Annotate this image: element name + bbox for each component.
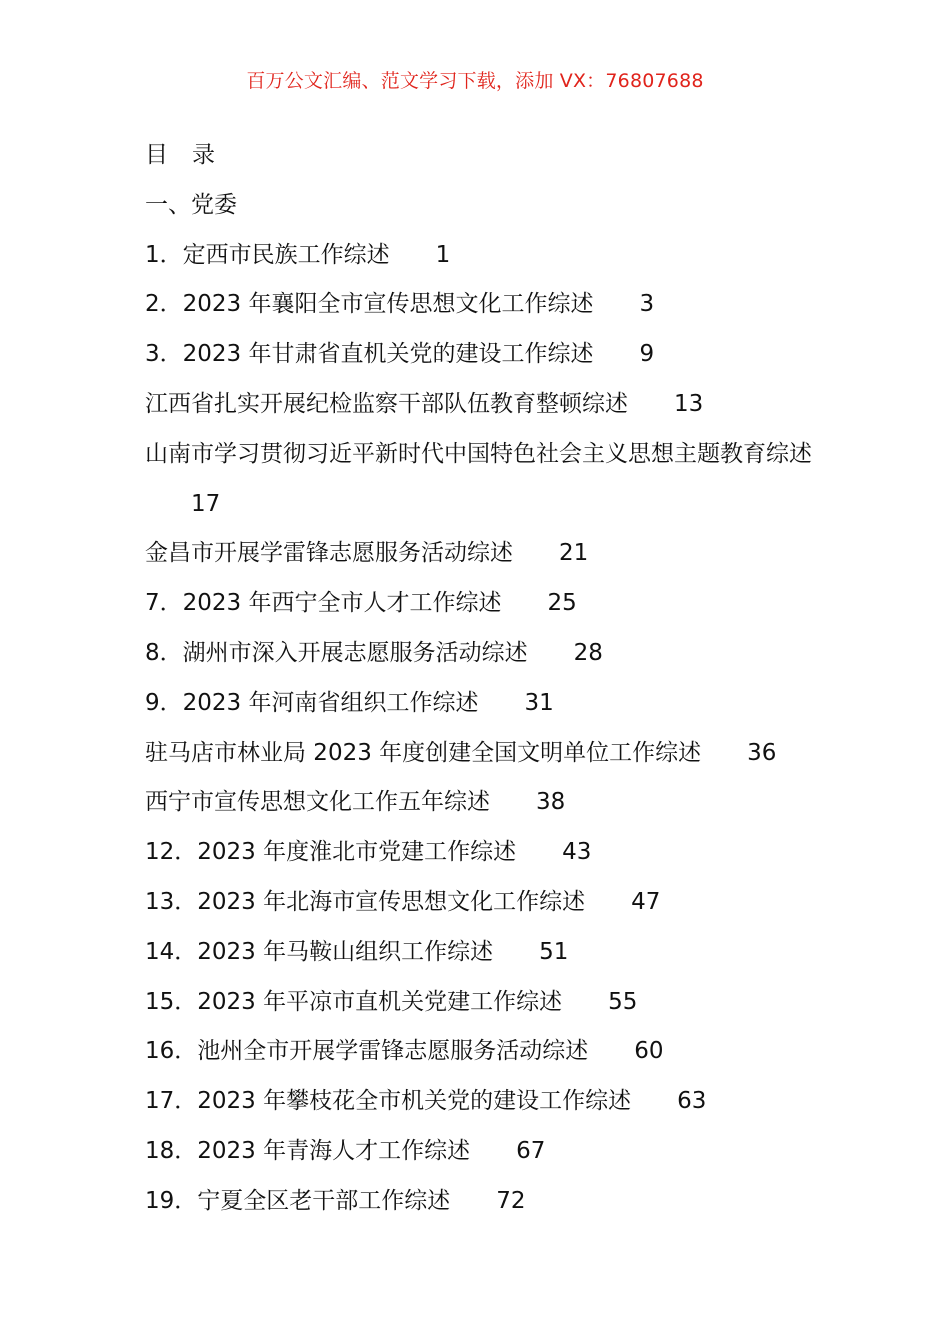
toc-entry[interactable]: [145, 729, 825, 779]
toc-entry[interactable]: [145, 928, 825, 978]
toc-entry[interactable]: [145, 629, 825, 679]
toc-entry[interactable]: [145, 579, 825, 629]
toc-entry-page: 51: [539, 938, 569, 965]
toc-entry-text: 13．2023 年北海市宣传思想文化工作综述: [145, 888, 586, 915]
toc-entry-text: 江西省扎实开展纪检监察干部队伍教育整顿综述: [145, 390, 628, 417]
toc-entry[interactable]: [145, 878, 825, 928]
toc-entry-text: 18．2023 年青海人才工作综述: [145, 1137, 471, 1164]
toc-entry[interactable]: [145, 828, 825, 878]
table-of-contents: [145, 131, 825, 1227]
toc-entry-text: 1．定西市民族工作综述: [145, 241, 390, 268]
toc-title-char-2: 录: [192, 142, 215, 168]
toc-entry-page: 25: [547, 590, 577, 617]
toc-title-char-1: 目: [145, 142, 168, 168]
toc-entry[interactable]: [145, 231, 825, 281]
toc-entry-text: 17．2023 年攀枝花全市机关党的建设工作综述: [145, 1088, 632, 1115]
toc-entry-page: 60: [634, 1038, 664, 1065]
toc-entry[interactable]: [145, 778, 825, 828]
toc-entry-page: 1: [435, 241, 451, 268]
toc-entry[interactable]: [145, 380, 825, 430]
toc-entry-text: 8．湖州市深入开展志愿服务活动综述: [145, 639, 528, 666]
section-heading: 一、党委: [145, 191, 237, 218]
toc-entry-page: 3: [639, 291, 655, 318]
toc-entry-page: 9: [639, 341, 655, 368]
toc-entry-page: 38: [536, 789, 566, 816]
toc-entry-page: 43: [562, 839, 592, 866]
toc-entry-page: 47: [631, 888, 661, 915]
toc-entry-text: 15．2023 年平凉市直机关党建工作综述: [145, 988, 563, 1015]
toc-entry-page: 13: [674, 390, 704, 417]
toc-entry[interactable]: [145, 330, 825, 380]
toc-entry[interactable]: [145, 280, 825, 330]
toc-entry[interactable]: [145, 430, 825, 530]
toc-entry-text: 西宁市宣传思想文化工作五年综述: [145, 789, 490, 816]
toc-entry-text: 山南市学习贯彻习近平新时代中国特色社会主义思想主题教育综述: [145, 440, 812, 467]
toc-title: [145, 131, 825, 181]
toc-entry[interactable]: [145, 1077, 825, 1127]
toc-entry-text: 3．2023 年甘肃省直机关党的建设工作综述: [145, 341, 594, 368]
toc-entry[interactable]: [145, 1127, 825, 1177]
toc-entry-page: 63: [677, 1088, 707, 1115]
toc-entry-text: 驻马店市林业局 2023 年度创建全国文明单位工作综述: [145, 739, 702, 766]
toc-entry-text: 16．池州全市开展学雷锋志愿服务活动综述: [145, 1038, 589, 1065]
toc-entry-text: 19．宁夏全区老干部工作综述: [145, 1187, 451, 1214]
toc-entry-page: 67: [516, 1137, 546, 1164]
toc-entry[interactable]: [145, 1177, 825, 1227]
toc-entry-page: 55: [608, 988, 638, 1015]
toc-entry-page: 36: [747, 739, 777, 766]
toc-entry-page: 28: [573, 639, 603, 666]
toc-entry-text: 12．2023 年度淮北市党建工作综述: [145, 839, 517, 866]
toc-entry[interactable]: [145, 529, 825, 579]
toc-entry-page: 21: [559, 540, 589, 567]
toc-entry-page: 31: [524, 689, 554, 716]
toc-entry-text: 14．2023 年马鞍山组织工作综述: [145, 938, 494, 965]
watermark-header: 百万公文汇编、范文学习下载，添加 VX：76807688: [246, 70, 704, 92]
toc-entry[interactable]: [145, 1027, 825, 1077]
toc-entry-page: 17: [191, 490, 221, 517]
toc-entry-text: 金昌市开展学雷锋志愿服务活动综述: [145, 540, 513, 567]
toc-entry-text: 7．2023 年西宁全市人才工作综述: [145, 590, 502, 617]
toc-entry-text: 2．2023 年襄阳全市宣传思想文化工作综述: [145, 291, 594, 318]
toc-entry-page: 72: [496, 1187, 526, 1214]
toc-entry-text: 9．2023 年河南省组织工作综述: [145, 689, 479, 716]
toc-entry[interactable]: [145, 679, 825, 729]
toc-entry[interactable]: [145, 978, 825, 1028]
